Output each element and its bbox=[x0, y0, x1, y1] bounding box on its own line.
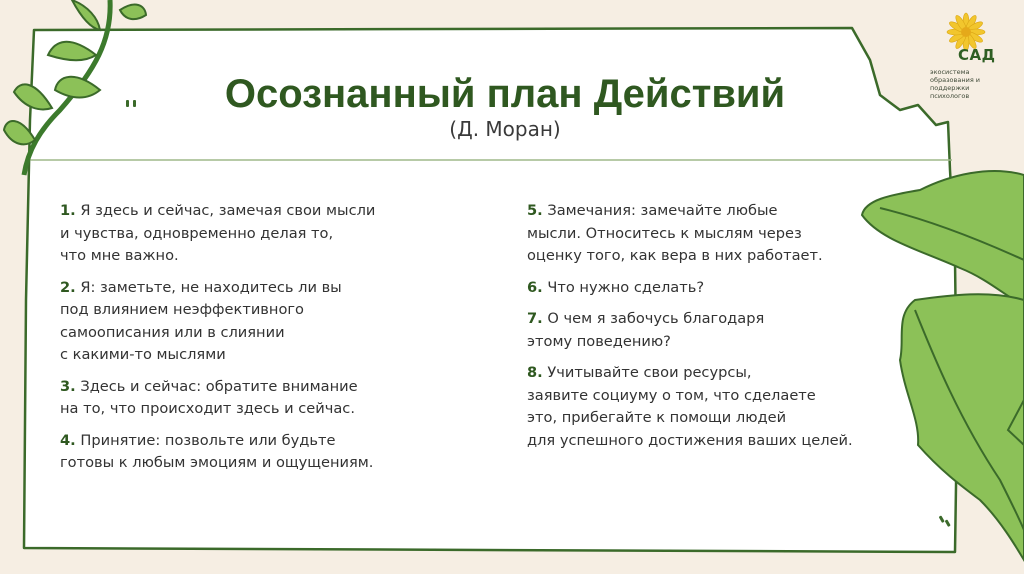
item-text-line: для успешного достижения ваших целей. bbox=[527, 431, 853, 449]
item-text-line: мысли. Относитесь к мыслям через bbox=[527, 224, 802, 242]
right-column bbox=[527, 200, 927, 461]
page-author: (Д. Моран) bbox=[449, 117, 561, 141]
item-text-line: Замечания: замечайте любые bbox=[547, 202, 778, 219]
list-item bbox=[60, 430, 460, 475]
item-text-line: с какими-то мыслями bbox=[60, 346, 226, 363]
item-text-line: готовы к любым эмоциям и ощущениям. bbox=[60, 454, 374, 471]
item-text-line: что мне важно. bbox=[60, 247, 179, 264]
item-text-line: Принятие: позвольте или будьте bbox=[80, 431, 336, 449]
item-text-line: Учитывайте свои ресурсы, bbox=[547, 364, 752, 381]
item-number: 7. bbox=[527, 310, 543, 327]
list-item bbox=[527, 200, 927, 268]
item-text-line: оценку того, как вера в них работает. bbox=[527, 247, 823, 264]
item-number: 1. bbox=[60, 202, 76, 219]
list-item bbox=[527, 277, 927, 300]
item-text-line: Что нужно сделать? bbox=[547, 278, 705, 296]
item-number: 3. bbox=[60, 377, 76, 395]
logo-tagline: экосистема образования и поддержки психологов bbox=[930, 68, 981, 100]
logo-name: САД bbox=[958, 46, 996, 64]
item-text-line: и чувства, одновременно делая то, bbox=[60, 224, 334, 242]
item-text-line: под влиянием неэффективного bbox=[60, 301, 304, 318]
item-number: 2. bbox=[60, 278, 76, 296]
item-number: 5. bbox=[527, 202, 543, 219]
page-title: Осознанный план Действий bbox=[224, 72, 786, 116]
item-text-line: Здесь и сейчас: обратите внимание bbox=[80, 377, 358, 395]
list-item bbox=[527, 362, 927, 452]
item-number: 4. bbox=[60, 431, 76, 449]
item-text-line: О чем я забочусь благодаря bbox=[547, 310, 765, 327]
list-item bbox=[60, 277, 460, 367]
list-item bbox=[60, 376, 460, 421]
item-text-line: самоописания или в слиянии bbox=[60, 323, 285, 341]
item-number: 6. bbox=[527, 278, 543, 296]
item-number: 8. bbox=[527, 364, 543, 381]
left-column bbox=[60, 200, 460, 484]
item-text-line: заявите социуму о том, что сделаете bbox=[527, 386, 816, 404]
item-text-line: это, прибегайте к помощи людей bbox=[527, 409, 787, 426]
list-item bbox=[527, 308, 927, 353]
item-text-line: Я здесь и сейчас, замечая свои мысли bbox=[80, 202, 376, 219]
item-text-line: этому поведению? bbox=[527, 332, 671, 350]
item-text-line: на то, что происходит здесь и сейчас. bbox=[60, 400, 355, 417]
list-item bbox=[60, 200, 460, 268]
item-text-line: Я: заметьте, не находитесь ли вы bbox=[80, 278, 342, 296]
